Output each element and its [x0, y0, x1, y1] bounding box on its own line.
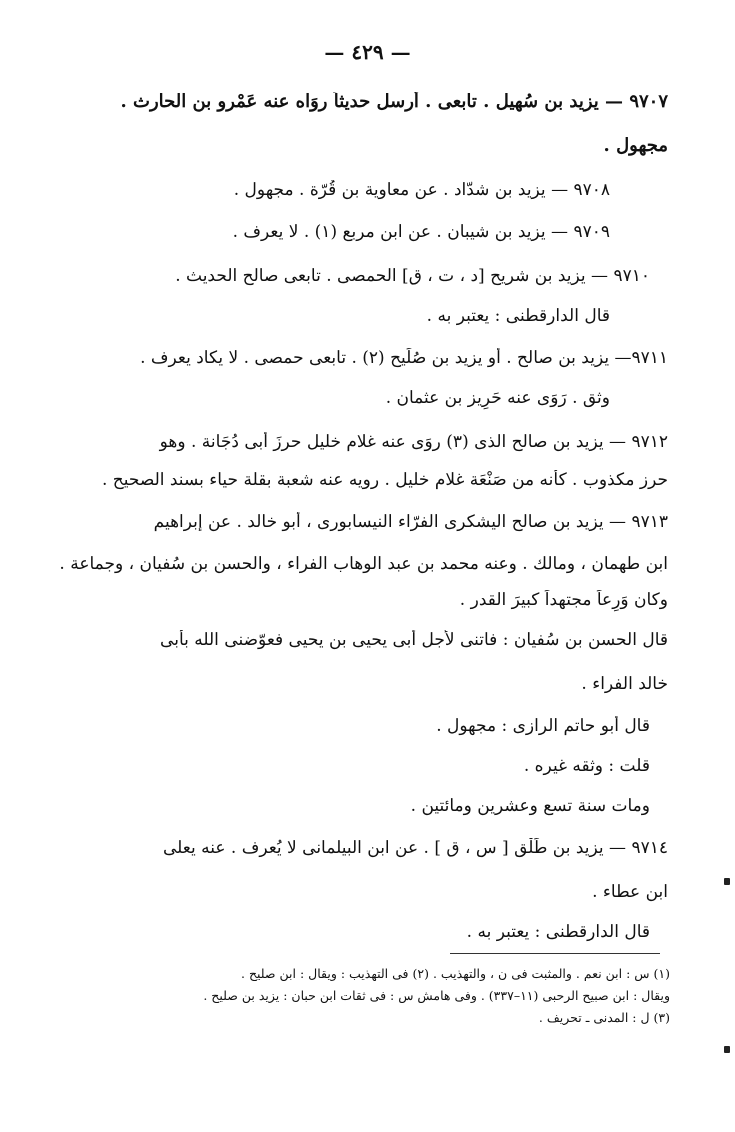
margin-mark-lower — [724, 1046, 730, 1053]
entry-9711-line-1: ٩٧١١— يزيد بن صالح . أو يزيد بن صُلَيح (٢) . تابعى حمصى . لا يكاد يعرف . — [140, 348, 668, 368]
entry-9713-line-2: ابن طهمان ، ومالك . وعنه محمد بن عبد الوهاب الفراء ، والحسن بن سُفيان ، وجماعة . — [59, 554, 668, 574]
entry-9713-line-5: خالد الفراء . — [581, 674, 668, 694]
entry-9713-line-6: قال أبو حاتم الرازى : مجهول . — [436, 716, 650, 736]
page-number: — ٤٢٩ — — [324, 40, 411, 64]
entry-9714-line-1: ٩٧١٤ — يزيد بن طَلْق [ س ، ق ] . عن ابن البيلمانى لا يُعرف . عنه يعلى — [162, 838, 668, 858]
entry-9713-line-4: قال الحسن بن سُفيان : فاتنى لأجل أبى يحيى بن يحيى فعوّضنى الله بأبى — [160, 630, 668, 650]
entry-9710-note: قال الدارقطنى : يعتبر به . — [426, 306, 610, 326]
entry-9712-line-2: حرز مكذوب . كأنه من صَنْعَة غلام خليل . رويه عنه شعبة بقلة حياء بسند الصحيح . — [101, 470, 668, 490]
margin-mark-upper — [724, 878, 730, 885]
main-text — [48, 92, 668, 962]
entry-9713-line-7: قلت : وثقه غيره . — [523, 756, 650, 776]
entry-9714-line-2: ابن عطاء . — [592, 882, 668, 902]
entry-9714-line-3: قال الدارقطنى : يعتبر به . — [466, 922, 650, 942]
footnote-line-1: (١) س : ابن نعم . والمثبت فى ن ، والتهذيب . (٢) فى التهذيب : ويقال : ابن صليح . — [241, 966, 670, 981]
footnotes — [70, 963, 670, 1029]
entry-9713-line-8: ومات سنة تسع وعشرين ومائتين . — [410, 796, 650, 816]
entry-9709: ٩٧٠٩ — يزيد بن شيبان . عن ابن مربع (١) . لا يعرف . — [232, 222, 610, 242]
entry-9710: ٩٧١٠ — يزيد بن شريح [د ، ت ، ق] الحمصى . تابعى صالح الحديث . — [175, 266, 650, 286]
entry-9713-line-3: وكان وَرِعاً مجتهداً كبيرَ القدر . — [459, 590, 668, 610]
footnote-divider — [450, 953, 660, 954]
entry-9712-line-1: ٩٧١٢ — يزيد بن صالح الذى (٣) روَى عنه غلام خليل حرزَ أبى دُجَانة . وهو — [159, 432, 668, 452]
entry-9708: ٩٧٠٨ — يزيد بن شدّاد . عن معاوية بن قُرّة . مجهول . — [233, 180, 610, 200]
entry-9711-line-2: وثق . رَوَى عنه حَرِيز بن عثمان . — [385, 388, 610, 408]
footnote-line-2: ويقال : ابن صبيح الرحبى (١١–٣٣٧) . وفى هامش س : فى ثقات ابن حبان : يزيد بن صليح . — [203, 988, 670, 1003]
footnote-line-3: (٣) ل : المدنى ـ تحريف . — [538, 1010, 670, 1025]
entry-9707-line-1: ٩٧٠٧ — يزيد بن سُهيل . تابعى . أرسل حديثاً روَاه عنه عَمْرو بن الحارث . — [120, 92, 668, 112]
entry-9707-line-2: مجهول . — [603, 136, 668, 156]
entry-9713-line-1: ٩٧١٣ — يزيد بن صالح اليشكرى الفرّاء النيسابورى ، أبو خالد . عن إبراهيم — [153, 512, 668, 532]
